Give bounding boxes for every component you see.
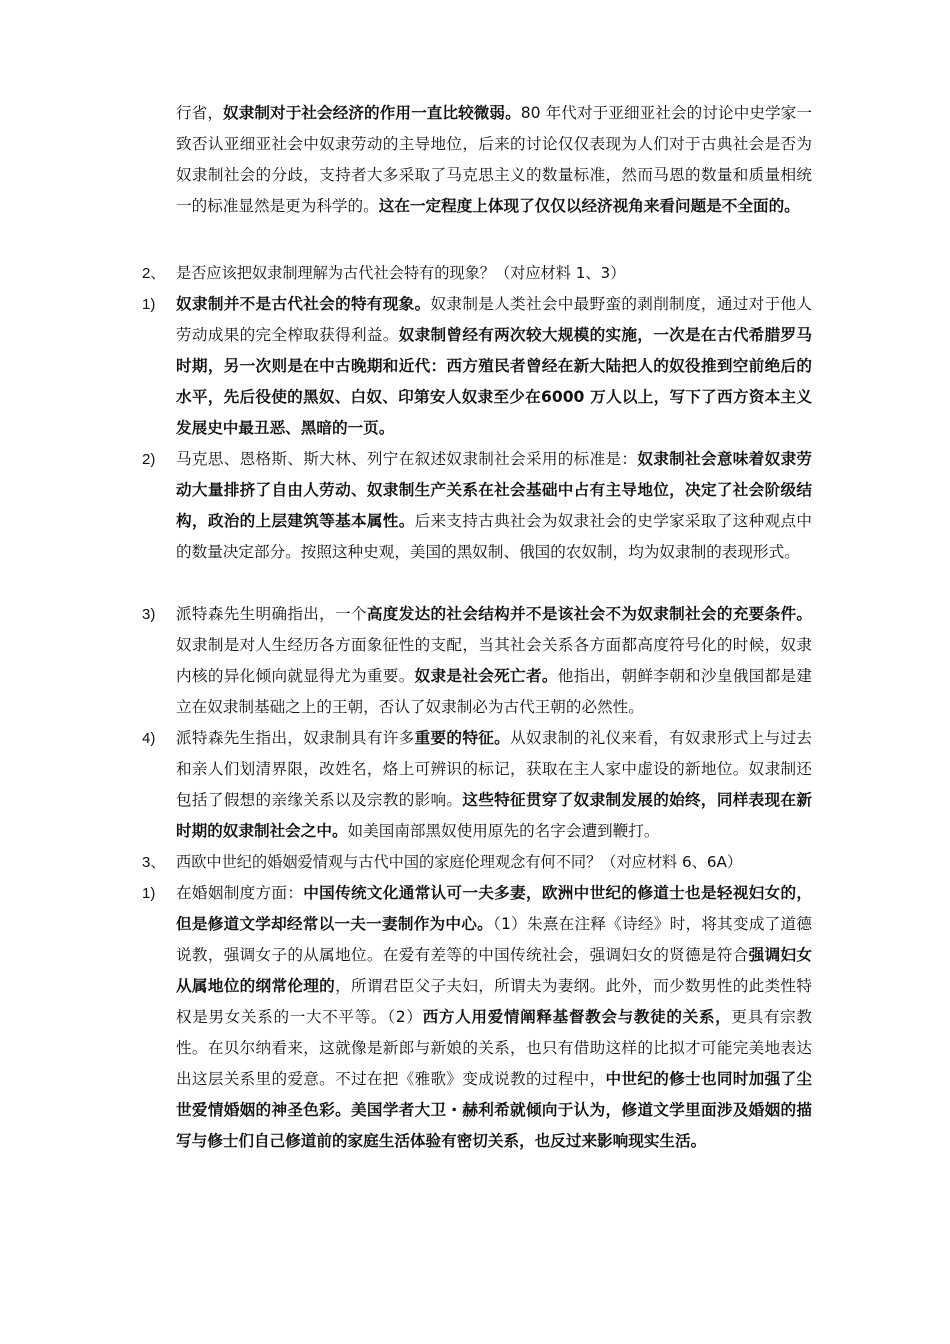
question-number: 2、 [142,265,166,282]
text-run: 80 年代对于亚细亚社会的讨论中史学家一致否认亚细亚社会中奴隶劳动的主导地位，后来的讨论仅仅表现为人们对于古典社会是否为奴隶制社会的分歧，支持者大多采取了马克思主义的数量标准，然而马恩的数量和质量相统一的标准显然是更为科学的。 [176,104,812,215]
text-run: 如美国南部黑奴使用原先的名字会遭到鞭打。 [347,822,660,840]
bold-run: 奴隶制曾经有两次较大规模的实施，一次是在古代希腊罗马时期，另一次则是在中古晚期和近代：西方殖民者曾经在新大陆把人的奴役推到空前绝后的水平，先后役使的黑奴、白奴、印第安人奴隶至少在6000 万人以上，写下了西方资本主义发展史中最丑恶、黑暗的一页。 [176,326,812,437]
text-run: 奴隶制是人类社会中最野蛮的剥削制度，通过对于他人劳动成果的完全榨取获得利益。 [176,295,812,344]
bold-run: 西方人用爱情阐释基督教会与教徒的关系， [422,1008,732,1026]
bold-run: 这在一定程度上体现了仅仅以经济视角来看问题是不全面的。 [378,197,800,215]
item-number: 3) [142,606,156,623]
text-run: ，所谓君臣父子夫妇，所谓夫为妻纲。此外，而少数男性的此类性特权是男女关系的一大不平等。（2） [176,977,812,1026]
paragraph-text [176,723,812,847]
bold-run: 中国传统文化通常认可一夫多妻，欧洲中世纪的修道士也是轻视妇女的，但是修道文学却经常以一夫一妻制作为中心。 [176,884,812,933]
question-number: 3、 [142,854,166,871]
bold-run: 奴隶是社会死亡者。 [414,667,558,685]
bold-run: 中世纪的修士也同时加强了尘世爱情婚姻的神圣色彩。美国学者大卫・赫利希就倾向于认为，修道文学里面涉及婚姻的描写与修士们自己修道前的家庭生活体验有密切关系，也反过来影响现实生活。 [176,1070,812,1150]
question-text: 是否应该把奴隶制理解为古代社会特有的现象？（对应材料 1、3） [176,264,626,282]
text-run: 派特森先生明确指出，一个 [176,605,367,623]
bold-run: 这些特征贯穿了奴隶制发展的始终，同样表现在新时期的奴隶制社会之中。 [176,791,812,840]
bold-run: 奴隶制对于社会经济的作用一直比较微弱。 [223,104,521,122]
bold-run: 强调妇女从属地位的纲常伦理的 [176,946,812,995]
text-run: 奴隶制是对人生经历各方面象征性的支配，当其社会关系各方面都高度符号化的时候，奴隶内核的异化倾向就显得尤为重要。 [176,636,812,685]
bold-run: 奴隶制并不是古代社会的特有现象。 [176,295,431,313]
question-text: 西欧中世纪的婚姻爱情观与古代中国的家庭伦理观念有何不同？（对应材料 6、6A） [176,853,743,871]
paragraph-text [176,878,812,1157]
item-number: 2) [142,451,156,468]
paragraph-text [176,289,812,444]
bold-run: 奴隶制社会意味着奴隶劳动大量排挤了自由人劳动、奴隶制生产关系在社会基础中占有主导地位，决定了社会阶级结构，政治的上层建筑等基本属性。 [176,450,812,530]
bold-run: 重要的特征。 [414,729,511,747]
text-run: 马克思、恩格斯、斯大林、列宁在叙述奴隶制社会采用的标准是： [176,450,638,468]
paragraph-text [176,98,812,222]
text-run: 他指出，朝鲜李朝和沙皇俄国都是建立在奴隶制基础之上的王朝，否认了奴隶制必为古代王朝的必然性。 [176,667,812,716]
paragraph-text [176,444,812,568]
item-number: 1) [142,296,156,313]
text-run: 派特森先生指出，奴隶制具有许多 [176,729,415,747]
text-run: 后来支持古典社会为奴隶社会的史学家采取了这种观点中的数量决定部分。按照这种史观，美国的黑奴制、俄国的农奴制，均为奴隶制的表现形式。 [176,512,812,561]
text-run: 更具有宗教性。在贝尔纳看来，这就像是新郎与新娘的关系，也只有借助这样的比拟才可能完美地表达出这层关系里的爱意。不过在把《雅歌》变成说教的过程中， [176,1008,812,1088]
bold-run: 高度发达的社会结构并不是该社会不为奴隶制社会的充要条件。 [366,605,812,623]
item-number: 1) [142,885,156,902]
item-number: 4) [142,730,156,747]
text-run: （1）朱熹在注释《诗经》时，将其变成了道德说教，强调女子的从属地位。在爱有差等的中国传统社会，强调妇女的贤德是符合 [176,915,812,964]
paragraph-text [176,599,812,723]
text-run: 行省， [176,104,224,122]
text-run: 从奴隶制的礼仪来看，有奴隶形式上与过去和亲人们划清界限，改姓名，烙上可辨识的标记，获取在主人家中虚设的新地位。奴隶制还包括了假想的亲缘关系以及宗教的影响。 [176,729,812,809]
text-run: 在婚姻制度方面： [176,884,304,902]
